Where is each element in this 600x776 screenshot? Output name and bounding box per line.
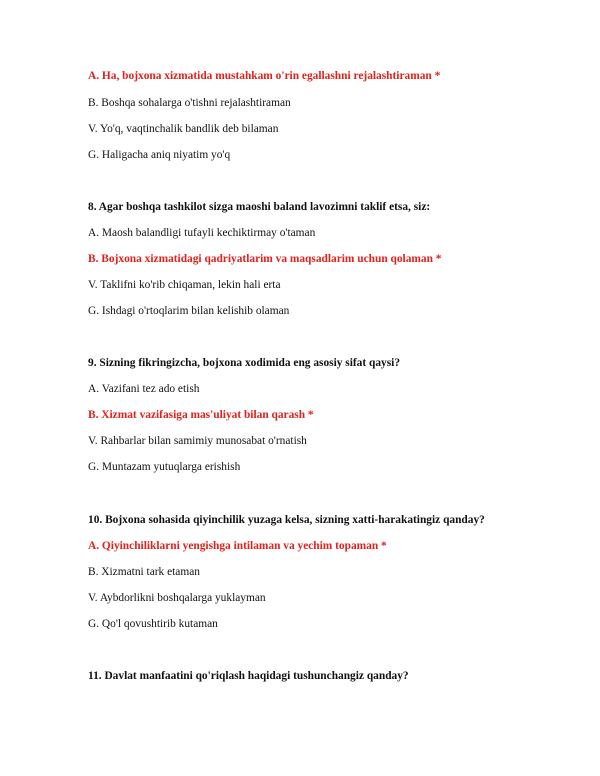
option: V. Yo'q, vaqtinchalik bandlik deb bilaman [88,123,279,135]
option: G. Haligacha aniq niyatim yo'q [88,149,231,161]
question-9: 9. Sizning fikringizcha, bojxona xodimida eng asosiy sifat qaysi? [88,357,401,369]
option: V. Rahbarlar bilan samimiy munosabat o'rnatish [88,435,307,447]
question-8: 8. Agar boshqa tashkilot sizga maoshi baland lavozimni taklif etsa, siz: [88,201,431,213]
option: A. Vazifani tez ado etish [88,383,200,395]
option: B. Xizmatni tark etaman [88,566,200,578]
option-correct: B. Bojxona xizmatidagi qadriyatlarim va maqsadlarim uchun qolaman * [88,253,442,265]
option: V. Aybdorlikni boshqalarga yuklayman [88,592,266,604]
option: G. Qo'l qovushtirib kutaman [88,618,218,630]
option-correct: A. Qiyinchiliklarni yengishga intilaman va yechim topaman * [88,540,387,552]
question-10: 10. Bojxona sohasida qiyinchilik yuzaga kelsa, sizning xatti-harakatingiz qanday? [88,514,485,526]
option: B. Boshqa sohalarga o'tishni rejalashtiraman [88,97,291,109]
option-correct: A. Ha, bojxona xizmatida mustahkam o'rin egallashni rejalashtiraman * [88,70,441,82]
option: A. Maosh balandligi tufayli kechiktirmay o'taman [88,227,316,239]
option: G. Muntazam yutuqlarga erishish [88,461,241,473]
option: G. Ishdagi o'rtoqlarim bilan kelishib olaman [88,305,290,317]
option: V. Taklifni ko'rib chiqaman, lekin hali erta [88,279,281,291]
option-correct: B. Xizmat vazifasiga mas'uliyat bilan qarash * [88,409,314,421]
question-11: 11. Davlat manfaatini qo'riqlash haqidagi tushunchangiz qanday? [88,670,409,682]
